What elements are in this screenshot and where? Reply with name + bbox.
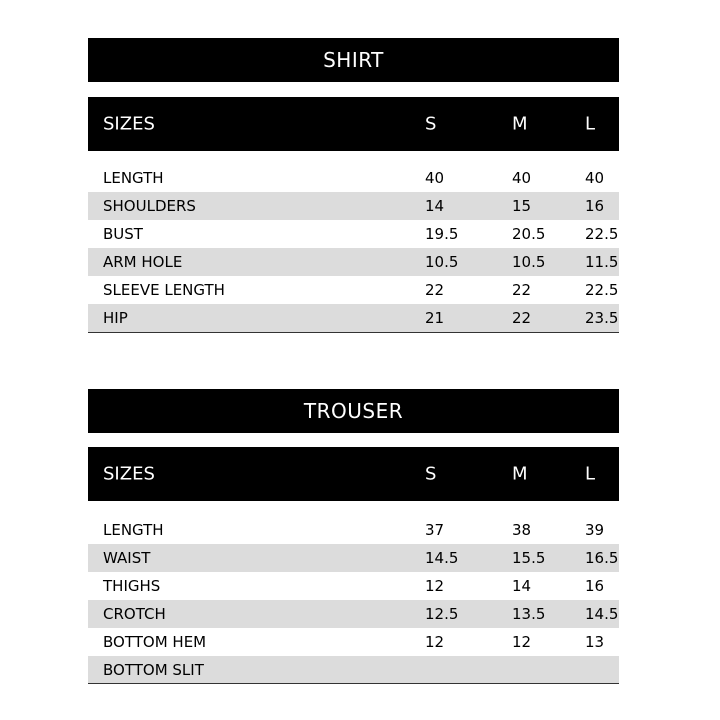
- value-l: 16.5: [585, 549, 619, 567]
- value-l: 11.5: [585, 253, 619, 271]
- shirt-header-row: [88, 97, 619, 151]
- value-m: 20.5: [512, 225, 546, 243]
- value-s: 10.5: [425, 253, 459, 271]
- table-row: [88, 544, 619, 572]
- value-s: 12: [425, 577, 445, 595]
- value-m: 22: [512, 281, 532, 299]
- table-row: [88, 164, 619, 192]
- table-row: [88, 516, 619, 544]
- row-label: CROTCH: [103, 605, 166, 623]
- row-label: BOTTOM HEM: [103, 633, 207, 651]
- row-label: THIGHS: [103, 577, 161, 595]
- trouser-bottom-rule: [88, 683, 619, 684]
- table-row: [88, 248, 619, 276]
- trouser-header-l: L: [585, 463, 596, 485]
- row-label: WAIST: [103, 549, 151, 567]
- value-l: 23.5: [585, 309, 619, 327]
- value-s: 19.5: [425, 225, 459, 243]
- trouser-header-m: M: [512, 463, 528, 485]
- value-m: 12: [512, 633, 532, 651]
- table-row: [88, 304, 619, 332]
- shirt-header-l: L: [585, 113, 596, 135]
- value-s: 14: [425, 197, 445, 215]
- value-m: 10.5: [512, 253, 546, 271]
- shirt-title-bar: [88, 38, 619, 82]
- value-s: 12: [425, 633, 445, 651]
- value-l: 22.5: [585, 281, 619, 299]
- table-row: [88, 656, 619, 684]
- row-label: BUST: [103, 225, 143, 243]
- table-row: [88, 628, 619, 656]
- value-l: 40: [585, 169, 605, 187]
- value-m: 22: [512, 309, 532, 327]
- table-row: [88, 192, 619, 220]
- value-l: 16: [585, 197, 605, 215]
- value-m: 13.5: [512, 605, 546, 623]
- trouser-header-sizes: SIZES: [103, 463, 155, 485]
- trouser-title-bar: [88, 389, 619, 433]
- trouser-title: TROUSER: [303, 399, 404, 423]
- trouser-rows: [88, 516, 619, 684]
- value-l: 14.5: [585, 605, 619, 623]
- value-m: 15.5: [512, 549, 546, 567]
- row-label: SLEEVE LENGTH: [103, 281, 225, 299]
- value-l: 13: [585, 633, 605, 651]
- value-s: 22: [425, 281, 445, 299]
- row-label: BOTTOM SLIT: [103, 661, 204, 679]
- table-row: [88, 600, 619, 628]
- value-l: 39: [585, 521, 605, 539]
- shirt-header-m: M: [512, 113, 528, 135]
- shirt-rows: [88, 164, 619, 332]
- value-s: 37: [425, 521, 445, 539]
- shirt-bottom-rule: [88, 332, 619, 333]
- value-s: 14.5: [425, 549, 459, 567]
- value-s: 21: [425, 309, 445, 327]
- shirt-title: SHIRT: [323, 48, 384, 72]
- value-l: 16: [585, 577, 605, 595]
- value-l: 22.5: [585, 225, 619, 243]
- value-m: 15: [512, 197, 532, 215]
- row-label: ARM HOLE: [103, 253, 183, 271]
- row-label: SHOULDERS: [103, 197, 196, 215]
- value-s: 12.5: [425, 605, 459, 623]
- table-row: [88, 276, 619, 304]
- value-m: 40: [512, 169, 532, 187]
- trouser-size-table: [88, 389, 619, 683]
- trouser-header-row: [88, 447, 619, 501]
- trouser-header-s: S: [425, 463, 437, 485]
- shirt-size-table: [88, 38, 619, 332]
- shirt-header-s: S: [425, 113, 437, 135]
- row-label: LENGTH: [103, 169, 164, 187]
- row-label: HIP: [103, 309, 128, 327]
- value-s: 40: [425, 169, 445, 187]
- shirt-header-sizes: SIZES: [103, 113, 155, 135]
- table-row: [88, 220, 619, 248]
- value-m: 38: [512, 521, 532, 539]
- row-label: LENGTH: [103, 521, 164, 539]
- value-m: 14: [512, 577, 532, 595]
- table-row: [88, 572, 619, 600]
